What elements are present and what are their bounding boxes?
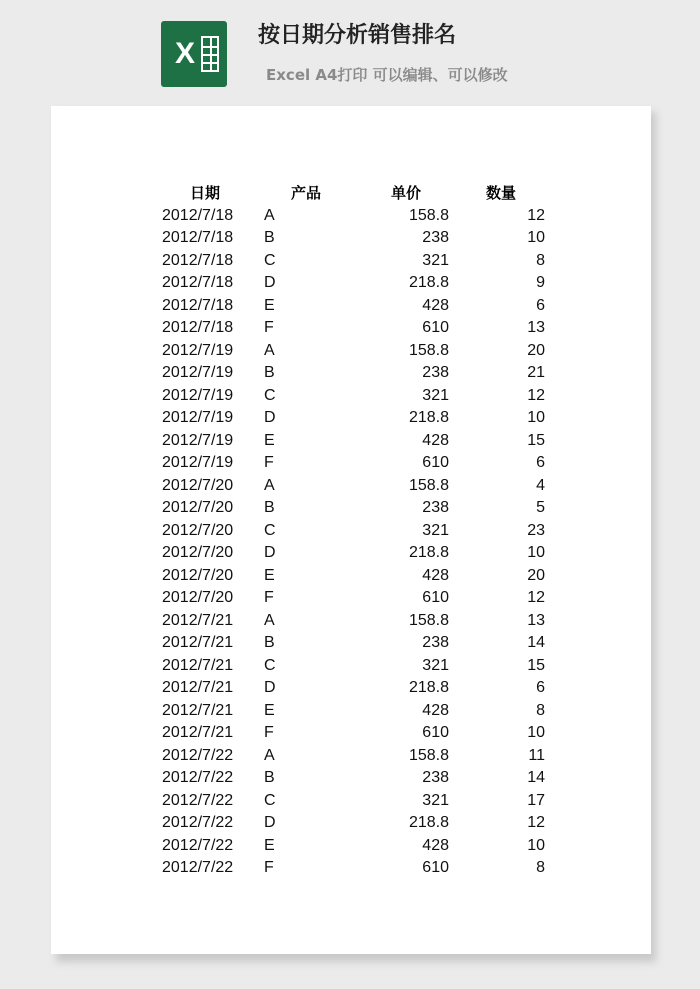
cell-product: A — [264, 206, 275, 224]
cell-quantity: 6 — [536, 454, 545, 471]
cell-price: 158.8 — [408, 476, 449, 494]
cell-date: 2012/7/21 — [162, 634, 234, 651]
cell-product: C — [264, 521, 276, 539]
table-row — [161, 272, 551, 295]
table-row — [161, 362, 551, 385]
cell-price: 238 — [422, 634, 449, 651]
cell-product: B — [264, 769, 275, 786]
table-row — [161, 835, 551, 858]
column-header-date: 日期 — [189, 184, 220, 202]
cell-date: 2012/7/22 — [162, 746, 234, 764]
cell-product: B — [264, 499, 275, 516]
table-row — [161, 812, 551, 835]
cell-quantity: 20 — [527, 341, 545, 359]
cell-date: 2012/7/21 — [162, 724, 234, 741]
cell-price: 321 — [422, 251, 449, 269]
cell-product: C — [264, 791, 276, 809]
cell-product: B — [264, 634, 275, 651]
cell-date: 2012/7/18 — [162, 296, 234, 314]
table-row — [161, 317, 551, 340]
cell-date: 2012/7/20 — [162, 589, 234, 606]
cell-date: 2012/7/22 — [162, 836, 234, 854]
cell-quantity: 10 — [527, 409, 545, 426]
cell-product: C — [264, 656, 276, 674]
cell-price: 238 — [422, 229, 449, 246]
cell-date: 2012/7/19 — [162, 386, 234, 404]
cell-date: 2012/7/21 — [162, 701, 234, 719]
cell-product: B — [264, 364, 275, 381]
cell-date: 2012/7/19 — [162, 454, 234, 471]
cell-quantity: 17 — [527, 791, 545, 809]
cell-quantity: 12 — [527, 814, 545, 831]
cell-quantity: 12 — [527, 386, 545, 404]
cell-quantity: 13 — [527, 319, 545, 336]
cell-date: 2012/7/19 — [162, 341, 234, 359]
cell-price: 428 — [422, 701, 449, 719]
cell-date: 2012/7/22 — [162, 769, 234, 786]
table-row — [161, 610, 551, 633]
cell-product: D — [264, 814, 276, 831]
cell-price: 321 — [422, 521, 449, 539]
cell-quantity: 14 — [527, 634, 545, 651]
cell-price: 218.8 — [408, 544, 449, 561]
table-row — [161, 475, 551, 498]
cell-price: 158.8 — [408, 341, 449, 359]
cell-product: F — [264, 724, 274, 741]
cell-date: 2012/7/22 — [162, 859, 234, 876]
table-row — [161, 700, 551, 723]
cell-quantity: 5 — [536, 499, 545, 516]
sales-table — [161, 182, 551, 880]
table-row — [161, 655, 551, 678]
cell-date: 2012/7/20 — [162, 544, 234, 561]
cell-price: 158.8 — [408, 206, 449, 224]
cell-product: C — [264, 251, 276, 269]
page-title: 按日期分析销售排名 — [258, 23, 457, 48]
excel-icon-letter: X — [174, 37, 195, 70]
table-row — [161, 452, 551, 475]
table-row — [161, 542, 551, 565]
cell-quantity: 10 — [527, 544, 545, 561]
table-row — [161, 587, 551, 610]
cell-quantity: 10 — [527, 724, 545, 741]
cell-price: 610 — [422, 859, 449, 876]
cell-quantity: 15 — [527, 656, 545, 674]
page-subtitle: Excel A4打印 可以编辑、可以修改 — [266, 66, 508, 84]
cell-date: 2012/7/19 — [162, 364, 234, 381]
cell-price: 610 — [422, 454, 449, 471]
cell-price: 218.8 — [408, 409, 449, 426]
cell-quantity: 6 — [536, 679, 545, 696]
table-row — [161, 790, 551, 813]
cell-price: 610 — [422, 319, 449, 336]
cell-date: 2012/7/20 — [162, 566, 234, 584]
table-row — [161, 722, 551, 745]
cell-product: E — [264, 431, 275, 449]
cell-product: F — [264, 859, 274, 876]
cell-price: 428 — [422, 296, 449, 314]
document-header — [0, 0, 700, 100]
cell-quantity: 4 — [536, 476, 545, 494]
cell-date: 2012/7/18 — [162, 229, 234, 246]
cell-date: 2012/7/18 — [162, 274, 234, 291]
cell-price: 428 — [422, 836, 449, 854]
cell-price: 238 — [422, 769, 449, 786]
cell-date: 2012/7/22 — [162, 791, 234, 809]
cell-product: D — [264, 409, 276, 426]
cell-price: 428 — [422, 431, 449, 449]
cell-quantity: 9 — [536, 274, 545, 291]
excel-icon — [161, 21, 227, 87]
cell-date: 2012/7/20 — [162, 476, 234, 494]
cell-price: 238 — [422, 364, 449, 381]
table-row — [161, 205, 551, 228]
table-row — [161, 677, 551, 700]
table-body — [161, 205, 551, 880]
table-row — [161, 745, 551, 768]
table-header — [161, 182, 551, 205]
cell-product: E — [264, 296, 275, 314]
cell-price: 321 — [422, 386, 449, 404]
cell-price: 610 — [422, 589, 449, 606]
cell-product: D — [264, 274, 276, 291]
cell-date: 2012/7/18 — [162, 206, 234, 224]
cell-date: 2012/7/21 — [162, 679, 234, 696]
cell-date: 2012/7/21 — [162, 656, 234, 674]
cell-date: 2012/7/19 — [162, 409, 234, 426]
cell-product: A — [264, 746, 275, 764]
cell-product: A — [264, 476, 275, 494]
column-header-price: 单价 — [390, 184, 421, 202]
cell-price: 428 — [422, 566, 449, 584]
cell-quantity: 14 — [527, 769, 545, 786]
cell-quantity: 6 — [536, 296, 545, 314]
table-row — [161, 520, 551, 543]
cell-product: F — [264, 319, 274, 336]
cell-quantity: 21 — [527, 364, 545, 381]
cell-quantity: 10 — [527, 836, 545, 854]
cell-product: F — [264, 589, 274, 606]
cell-product: B — [264, 229, 275, 246]
cell-date: 2012/7/20 — [162, 521, 234, 539]
table-row — [161, 857, 551, 880]
cell-price: 238 — [422, 499, 449, 516]
cell-quantity: 12 — [527, 206, 545, 224]
cell-quantity: 10 — [527, 229, 545, 246]
cell-price: 218.8 — [408, 814, 449, 831]
cell-date: 2012/7/21 — [162, 611, 234, 629]
cell-date: 2012/7/20 — [162, 499, 234, 516]
cell-price: 321 — [422, 791, 449, 809]
table-row — [161, 632, 551, 655]
table-row — [161, 430, 551, 453]
table-row — [161, 295, 551, 318]
cell-price: 218.8 — [408, 679, 449, 696]
cell-price: 610 — [422, 724, 449, 741]
table-row — [161, 565, 551, 588]
cell-product: E — [264, 836, 275, 854]
cell-date: 2012/7/19 — [162, 431, 234, 449]
cell-price: 321 — [422, 656, 449, 674]
cell-price: 158.8 — [408, 611, 449, 629]
column-header-quantity: 数量 — [485, 184, 516, 202]
table-row — [161, 385, 551, 408]
table-row — [161, 407, 551, 430]
cell-product: F — [264, 454, 274, 471]
document-page — [51, 106, 651, 954]
column-header-product: 产品 — [290, 184, 321, 202]
cell-product: D — [264, 544, 276, 561]
cell-quantity: 15 — [527, 431, 545, 449]
cell-date: 2012/7/22 — [162, 814, 234, 831]
cell-date: 2012/7/18 — [162, 319, 234, 336]
table-row — [161, 250, 551, 273]
cell-product: A — [264, 341, 275, 359]
cell-product: E — [264, 701, 275, 719]
table-row — [161, 227, 551, 250]
spreadsheet-grid-icon — [201, 36, 219, 72]
cell-quantity: 13 — [527, 611, 545, 629]
cell-quantity: 11 — [528, 746, 545, 764]
cell-quantity: 23 — [527, 521, 545, 539]
cell-quantity: 8 — [536, 701, 545, 719]
cell-product: D — [264, 679, 276, 696]
table-row — [161, 340, 551, 363]
table-row — [161, 497, 551, 520]
cell-price: 158.8 — [408, 746, 449, 764]
cell-product: C — [264, 386, 276, 404]
cell-product: A — [264, 611, 275, 629]
cell-quantity: 8 — [536, 251, 545, 269]
cell-price: 218.8 — [408, 274, 449, 291]
cell-date: 2012/7/18 — [162, 251, 234, 269]
table-row — [161, 767, 551, 790]
cell-quantity: 20 — [527, 566, 545, 584]
cell-quantity: 8 — [536, 859, 545, 876]
cell-quantity: 12 — [527, 589, 545, 606]
cell-product: E — [264, 566, 275, 584]
